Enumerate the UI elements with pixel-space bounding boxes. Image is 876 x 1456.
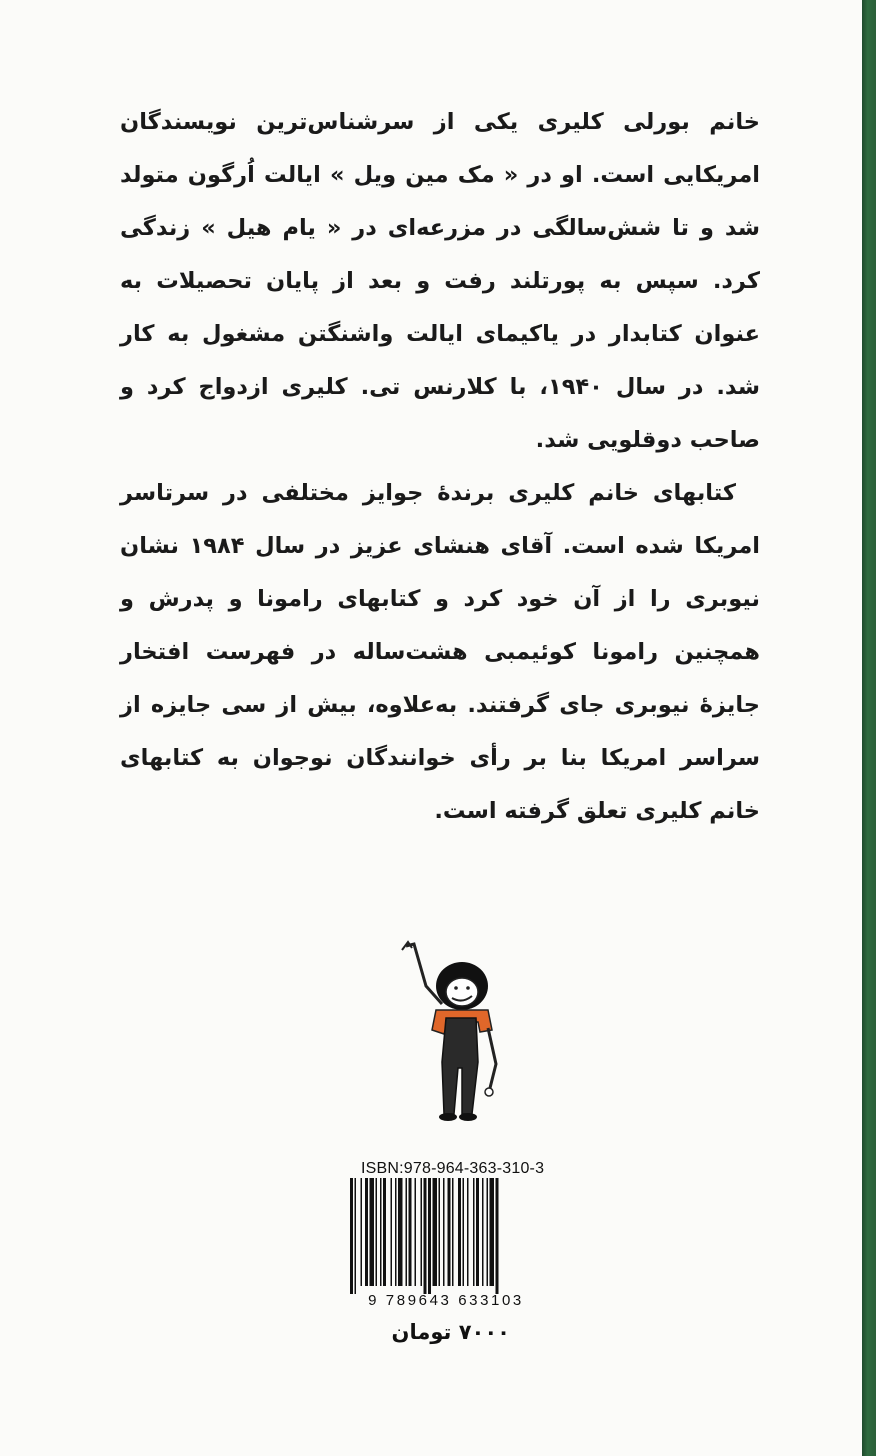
price-label: ۷۰۰۰ تومان (391, 1320, 510, 1344)
barcode-bar (361, 1178, 363, 1286)
barcode-bar (458, 1178, 461, 1286)
barcode-bar (452, 1178, 454, 1286)
author-bio (120, 96, 760, 838)
spine-edge (862, 0, 876, 1456)
barcode-bar (395, 1178, 397, 1286)
barcode-bar (467, 1178, 469, 1286)
barcode-bar (476, 1178, 479, 1286)
barcode-digits: 9 789643 633103 (368, 1292, 524, 1309)
barcode-bar (448, 1178, 451, 1286)
barcode-bar (398, 1178, 403, 1286)
barcode-bar (376, 1178, 378, 1286)
barcode-bar (415, 1178, 417, 1286)
barcode-bar (424, 1178, 427, 1294)
barcode-bar (391, 1178, 393, 1286)
bio-paragraph-1: خانم بورلی کلیری یکی از سرشناس‌ترین نویسندگان امریکایی است. او در « مک مین ویل » ایالت اُرگون متولد شد و تا شش‌سالگی در مزرعه‌ای در « یام هیل » زندگی کرد. سپس به پورتلند رفت و بعد از پایان تحصیلات به عنوان کتابدار در یاکیمای ایالت واشنگتن مشغول به کار شد. در سال ۱۹۴۰، با کلارنس تی. کلیری ازدواج کرد و صاحب دوقلویی شد. (120, 109, 760, 453)
barcode-bar (409, 1178, 412, 1286)
bio-paragraph-2: کتابهای خانم کلیری برندهٔ جوایز مختلفی در سرتاسر امریکا شده است. آقای هنشای عزیز در سال ۱۹۸۴ نشان نیوبری را از آن خود کرد و کتابهای رامونا و پدرش و همچنین رامونا کوئیمبی هشت‌ساله در فهرست افتخار جایزهٔ نیوبری جای گرفتند. به‌علاوه، بیش از سی جایزه از سراسر امریکا بنا بر رأی خوانندگان نوجوان به کتابهای خانم کلیری تعلق گرفته است. (120, 480, 760, 824)
barcode-bar (439, 1178, 441, 1286)
barcode-bar (365, 1178, 368, 1286)
barcode-bar (487, 1178, 489, 1286)
barcode-bar (350, 1178, 353, 1294)
barcode-bar (496, 1178, 499, 1294)
barcode-bar (433, 1178, 438, 1286)
barcode-bar (406, 1178, 408, 1286)
barcode-bar (380, 1178, 382, 1286)
barcode-bar (355, 1178, 357, 1294)
boy-pointing-up-illustration (392, 938, 512, 1123)
barcode-bar (482, 1178, 484, 1286)
isbn-label: ISBN:978-964-363-310-3 (361, 1160, 545, 1177)
barcode-bar (421, 1178, 423, 1286)
barcode (348, 1178, 544, 1294)
barcode-bar (490, 1178, 495, 1286)
barcode-bar (473, 1178, 475, 1286)
barcode-bar (463, 1178, 465, 1286)
barcode-bar (383, 1178, 386, 1286)
barcode-bar (428, 1178, 431, 1294)
barcode-bar (370, 1178, 375, 1286)
barcode-bar (443, 1178, 445, 1286)
